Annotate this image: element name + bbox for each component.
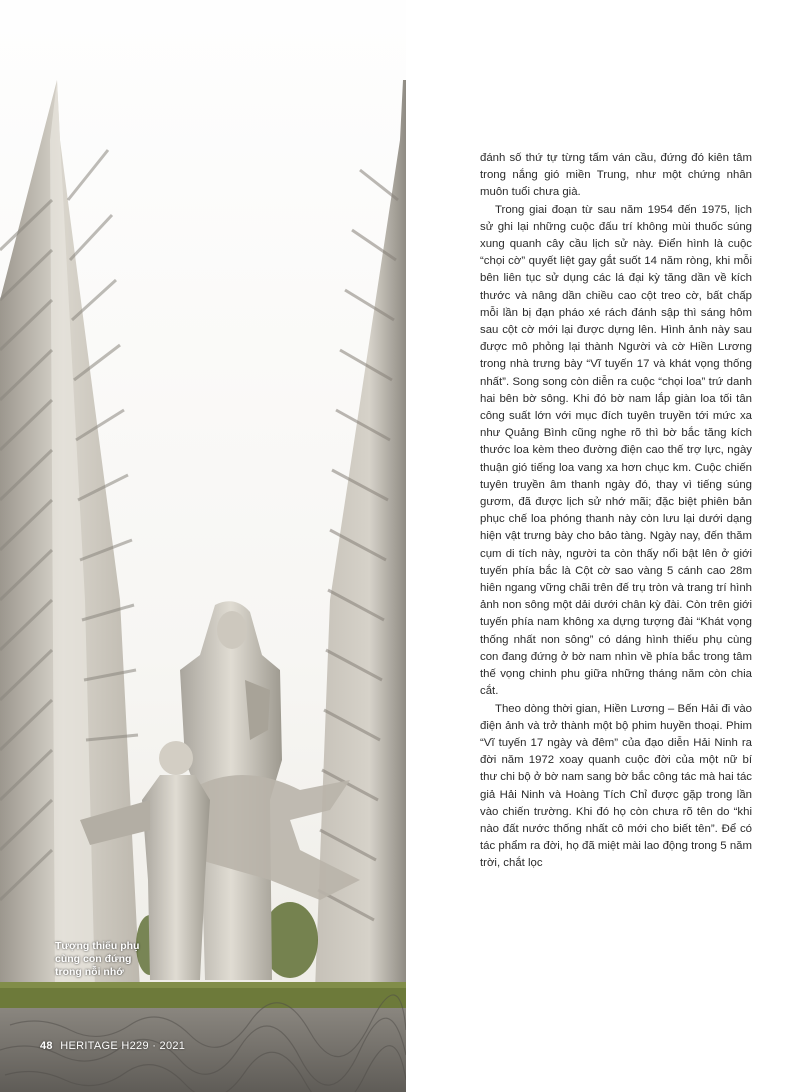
left-wing-pylon [0,80,140,990]
caption-line: cùng con đứng [55,953,132,965]
caption-line: Tượng thiếu phụ [55,940,140,952]
article-paragraph: Theo dòng thời gian, Hiền Lương – Bến Hải đi vào điện ảnh và trở thành một bộ phim huyền thoại. Phim “Vĩ tuyến 17 ngày và đêm” của đạo diễn Hải Ninh ra đời năm 1972 xoay quanh cuộc đời của một nữ bí thư chi bộ ở bờ nam sang bờ bắc công tác mà hai tác giả Hải Ninh và Hoàng Tích Chỉ được gặp trong lần vào chiến trường. Khi đó họ còn chưa rõ tên do “khi nào đất nước thống nhất cô mới cho biết tên”. Để có tác phẩm ra đời, họ đã miệt mài lao động trong 5 năm trời, chắt lọc [480,702,752,870]
right-wing-pylon [315,80,406,990]
article-body [480,150,752,873]
article-paragraph: Trong giai đoạn từ sau năm 1954 đến 1975, lịch sử ghi lại những cuộc đấu trí không mùi thuốc súng xung quanh cây cầu lịch sử này. Điển hình là cuộc “chọi cờ” quyết liệt gay gắt suốt 14 năm ròng, khi mỗi bên liên tục sử dụng các lá đại kỳ tăng dần về kích thước và nâng dần chiều cao cột treo cờ, bất chấp mỗi lần bị đạn pháo xé rách đánh sập thì sáng hôm sau cột cờ mới lại được dựng lên. Hình ảnh này sau được mô phỏng lại thành Người và cờ Hiền Lương trong nhà trưng bày “Vĩ tuyến 17 và khát vọng thống nhất”. Song song còn diễn ra cuộc “chọi loa” trứ danh hai bên bờ sông. Khi đó bờ nam lắp giàn loa tối tân công suất lớn với mục đích tuyên truyền tới mức xa như Quảng Bình cũng nghe rõ thì bờ bắc tăng kích thước loa kèm theo đường điện cao thế trợ lực, ngày thuận gió tiếng loa vang xa hơn chục km. Cuộc chiến tuyên truyền âm thanh ngày đó, thay vì tiếng súng gươm, đã được lịch sử nhớ mãi; đặc biệt phiên bản phục chế loa phóng thanh này còn lưu lại dưới dạng hiện vật trưng bày cho bảo tàng. Ngày nay, đến thăm cụm di tích này, người ta còn thấy nổi bật lên ở giới tuyến phía bắc là Cột cờ sao vàng 5 cánh cao 28m hiên ngang vững chãi trên đế trụ tròn và trang trí hình ảnh non sông một dải dưới chân kỳ đài. Còn trên giới tuyến phía nam không xa dựng tượng đài “Khát vọng thống nhất non sông” có dáng hình thiếu phụ cùng con đang đứng ở bờ nam nhìn về phía bắc trong tâm thế vọng chinh phu giữa những tháng năm còn chia cắt. [480,203,752,698]
publication-name: HERITAGE H229 · 2021 [60,1040,186,1052]
page-footer [40,1040,185,1052]
article-paragraph: đánh số thứ tự từng tấm ván cầu, đứng đó kiên tâm trong nắng gió miền Trung, như một chứng nhân muôn tuổi chưa già. [480,152,752,199]
caption-line: trong nỗi nhớ [55,966,124,978]
photo-caption [55,940,155,979]
page-number: 48 [40,1040,53,1052]
